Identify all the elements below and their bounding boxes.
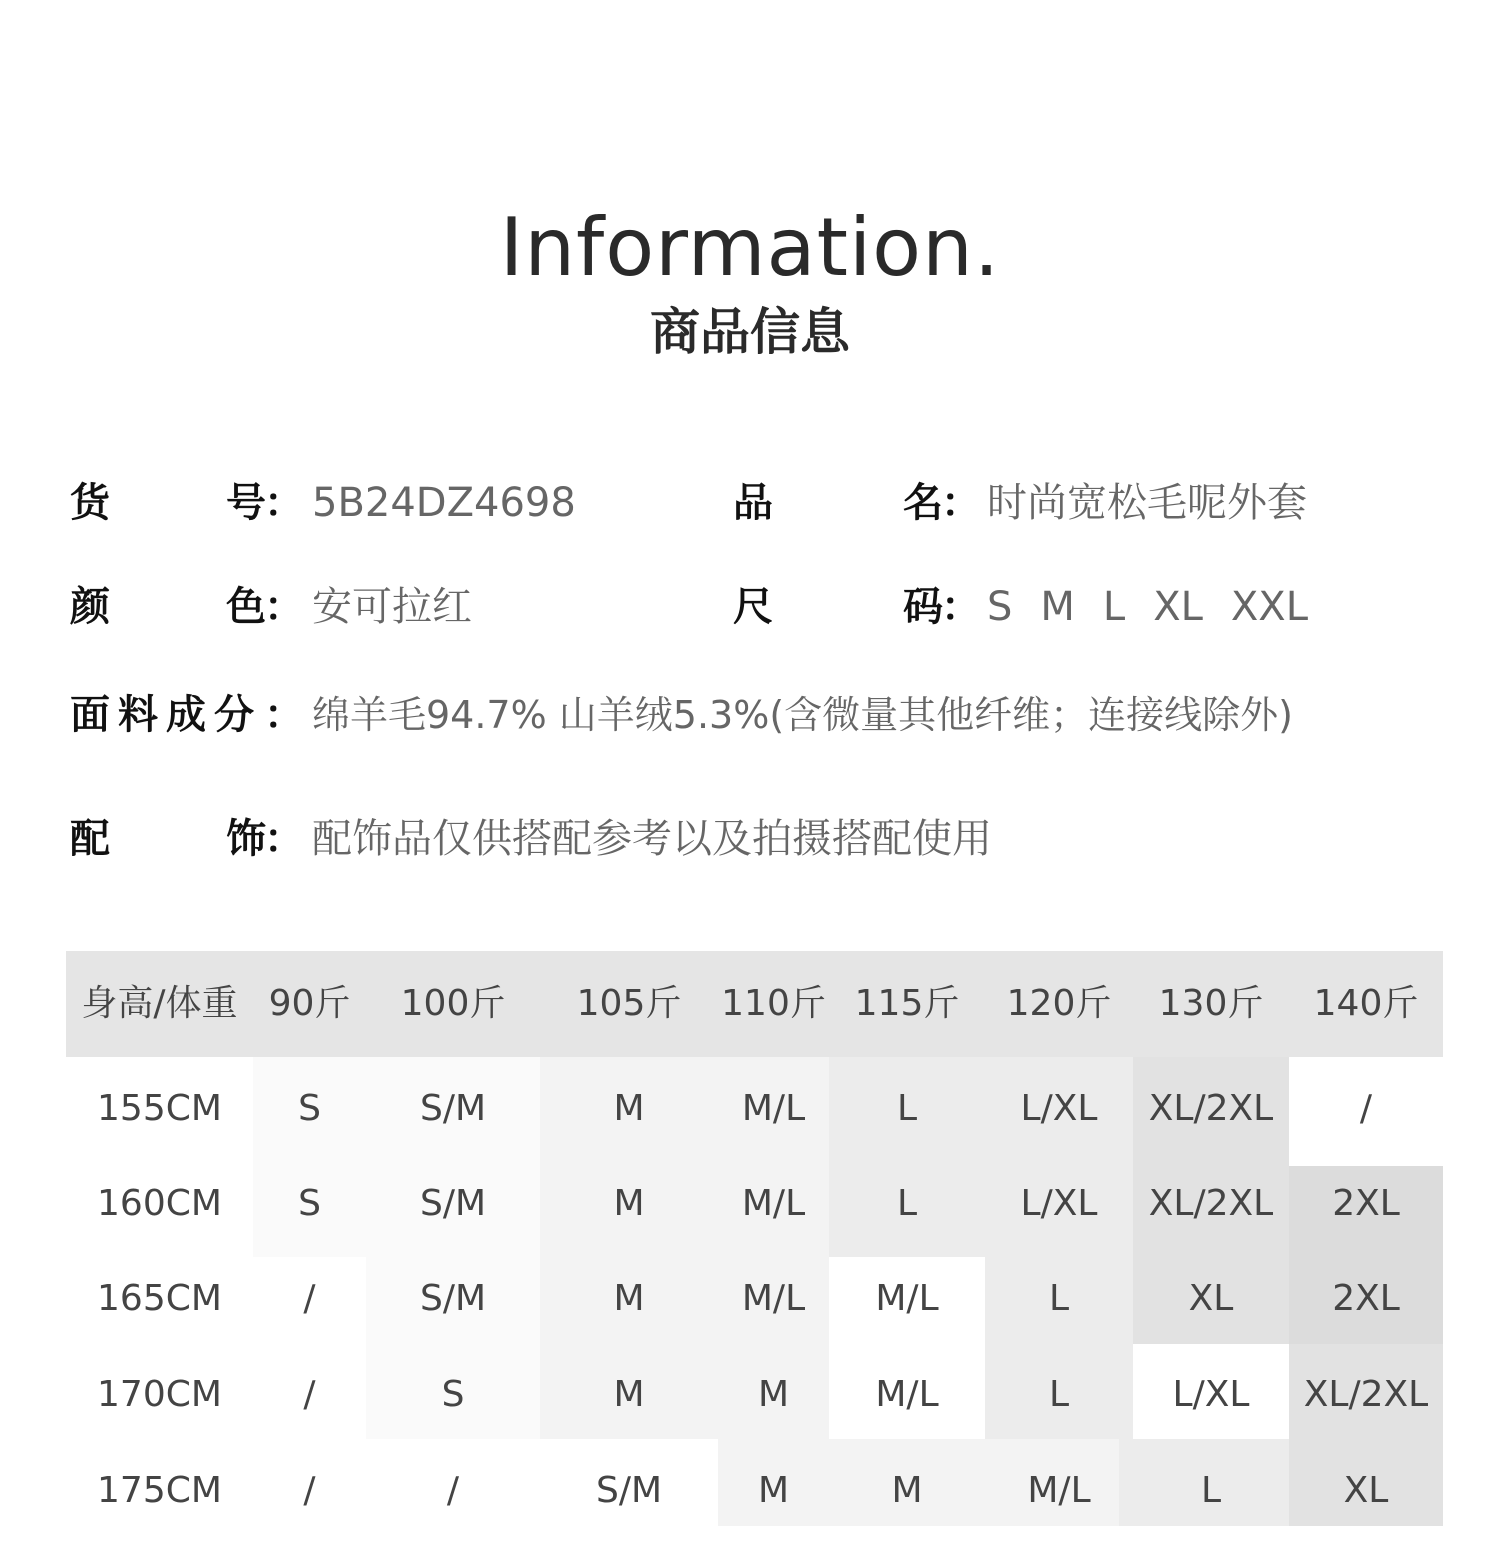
size-option: M — [1040, 584, 1075, 630]
size-cell: S/M — [419, 1088, 487, 1129]
size-cell: M — [613, 1183, 645, 1224]
header-cell-weight: 110斤 — [721, 983, 826, 1024]
size-cell: S/M — [419, 1278, 487, 1319]
size-cell: L/XL — [1020, 1088, 1098, 1129]
size-option: XXL — [1230, 584, 1308, 630]
size-option: S — [987, 584, 1013, 630]
header-cell-weight: 130斤 — [1158, 983, 1264, 1024]
size-cell: / — [1359, 1088, 1373, 1129]
row-height-cell: 165CM — [97, 1278, 222, 1319]
size-cell: XL/2XL — [1303, 1374, 1429, 1415]
header-cell-weight: 90斤 — [268, 983, 351, 1024]
size-cell: M — [613, 1088, 645, 1129]
size-label-1: 尺 — [733, 584, 773, 630]
size-list — [987, 582, 1336, 632]
size-option: L — [1102, 584, 1126, 630]
row-height-cell: 170CM — [97, 1374, 222, 1415]
name-label-1: 品 — [733, 480, 773, 526]
size-cell: M/L — [741, 1088, 806, 1129]
size-cell: S/M — [419, 1183, 487, 1224]
accessory-value: 配饰品仅供搭配参考以及拍摄搭配使用 — [312, 816, 992, 862]
header-cell-weight: 140斤 — [1313, 983, 1419, 1024]
size-cell: XL — [1343, 1470, 1389, 1511]
accessory-label-2: 饰 — [226, 816, 266, 862]
color-label-2: 色 — [226, 584, 266, 630]
color-value: 安可拉红 — [312, 584, 472, 630]
size-cell: S/M — [595, 1470, 663, 1511]
size-option: XL — [1153, 584, 1203, 630]
size-cell: S — [298, 1088, 321, 1129]
size-cell: M/L — [1027, 1470, 1091, 1511]
size-cell: M/L — [741, 1278, 806, 1319]
size-cell: M — [613, 1278, 645, 1319]
size-cell: XL/2XL — [1148, 1183, 1274, 1224]
title-chinese: 商品信息 — [650, 303, 850, 361]
info-row-fabric — [0, 690, 1500, 740]
size-cell: S — [441, 1374, 465, 1415]
size-cell: L — [1048, 1278, 1070, 1319]
info-row-color — [0, 582, 1500, 632]
row-height-cell: 175CM — [97, 1470, 222, 1511]
size-cell: M — [891, 1470, 923, 1511]
name-label-2: 名 — [903, 480, 943, 526]
item-no-label-1: 货 — [70, 480, 110, 526]
size-cell: XL — [1188, 1278, 1234, 1319]
size-cell: / — [303, 1278, 316, 1319]
name-colon: ： — [941, 480, 981, 526]
info-row-item-no — [0, 478, 1500, 528]
header-cell-weight: 105斤 — [576, 983, 682, 1024]
size-cell: L — [896, 1088, 918, 1129]
size-colon: ： — [941, 584, 981, 630]
header-cell-weight: 100斤 — [400, 983, 506, 1024]
header-cell-weight: 115斤 — [854, 983, 960, 1024]
size-cell: L/XL — [1172, 1374, 1250, 1415]
size-cell: L — [1200, 1470, 1222, 1511]
title-english: Information. — [499, 201, 1001, 294]
size-cell: M/L — [741, 1183, 806, 1224]
fabric-value: 绵羊毛94.7% 山羊绒5.3%(含微量其他纤维；连接线除外) — [312, 693, 1293, 737]
color-label-1: 颜 — [70, 584, 110, 630]
header-cell-height-weight: 身高/体重 — [81, 983, 238, 1024]
item-no-colon: ： — [264, 480, 304, 526]
item-no-value: 5B24DZ4698 — [312, 480, 576, 526]
fabric-colon: ： — [264, 692, 304, 738]
size-cell: / — [303, 1470, 316, 1511]
accessory-colon: ： — [264, 816, 304, 862]
row-height-cell: 160CM — [97, 1183, 222, 1224]
size-label-2: 码 — [903, 584, 943, 630]
fabric-label: 面料成分 — [70, 692, 262, 738]
size-cell: M/L — [875, 1374, 939, 1415]
size-cell: L/XL — [1020, 1183, 1098, 1224]
accessory-label-1: 配 — [70, 816, 110, 862]
size-cell: M — [757, 1374, 790, 1415]
size-cell: S — [298, 1183, 321, 1224]
size-cell: 2XL — [1332, 1278, 1400, 1319]
row-height-cell: 155CM — [97, 1088, 222, 1129]
item-no-label-2: 号 — [226, 480, 266, 526]
header-cell-weight: 120斤 — [1006, 983, 1112, 1024]
size-cell: XL/2XL — [1148, 1088, 1274, 1129]
size-cell: 2XL — [1332, 1183, 1400, 1224]
size-cell: M — [757, 1470, 790, 1511]
size-cell: / — [303, 1374, 316, 1415]
info-row-accessory — [0, 814, 1500, 864]
color-colon: ： — [264, 584, 304, 630]
name-value: 时尚宽松毛呢外套 — [987, 480, 1307, 526]
size-cell: L — [1048, 1374, 1070, 1415]
size-cell: M — [613, 1374, 645, 1415]
size-cell: / — [446, 1470, 460, 1511]
size-cell: L — [896, 1183, 918, 1224]
size-cell: M/L — [875, 1278, 939, 1319]
